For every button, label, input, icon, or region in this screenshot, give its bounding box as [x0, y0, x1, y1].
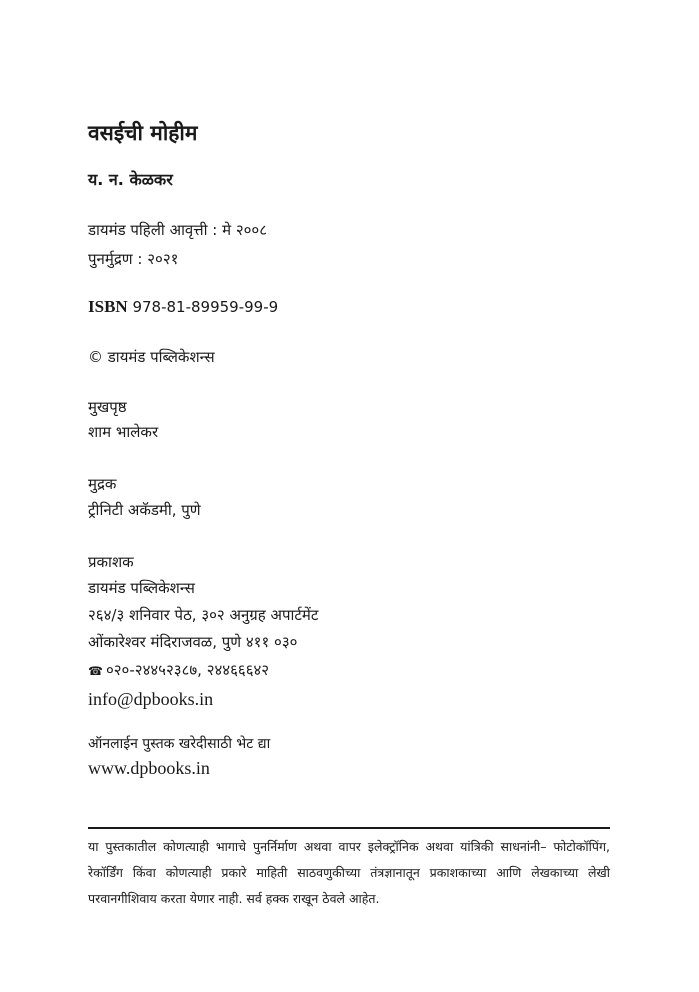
address-line-1: २६४/३ शनिवार पेठ, ३०२ अनुग्रह अपार्टमेंट — [88, 606, 319, 624]
reprint: पुनर्मुद्रण : २०२१ — [88, 250, 179, 268]
author: य. न. केळकर — [88, 170, 173, 189]
address-line-2: ओंकारेश्वर मंदिराजवळ, पुणे ४११ ०३० — [88, 633, 298, 651]
printer: ट्रीनिटी अकॅडमी, पुणे — [88, 501, 201, 519]
isbn-label: ISBN — [88, 297, 128, 316]
online-purchase-label: ऑनलाईन पुस्तक खरेदीसाठी भेट द्या — [88, 736, 271, 752]
copyright-icon: © — [88, 348, 103, 366]
email-link[interactable]: info@dpbooks.in — [88, 689, 214, 709]
isbn-line — [88, 297, 278, 317]
edition: डायमंड पहिली आवृत्ती : मे २००८ — [88, 221, 268, 239]
publisher-name: डायमंड पब्लिकेशन्स — [88, 579, 195, 597]
phone-icon: ☎ — [88, 664, 103, 678]
phone-numbers: ०२०-२४४५२३८७, २४४६६६४२ — [105, 661, 270, 679]
copyright-holder: डायमंड पब्लिकेशन्स — [107, 348, 215, 366]
divider — [88, 827, 610, 829]
cover-artist: शाम भालेकर — [88, 423, 159, 441]
copyright-disclaimer: या पुस्तकातील कोणत्याही भागाचे पुनर्निर्माण अथवा वापर इलेक्ट्रॉनिक अथवा यांत्रिकी साधनांनी– फोटोकॉपिंग, रेकॉर्डिंग किंवा कोणत्याही प्रकारे माहिती साठवणुकीच्या तंत्रज्ञानातून प्रकाशकाच्या आणि लेखकाच्या लेखी परवानगीशिवाय करता येणार नाही. सर्व हक्क राखून ठेवले आहेत. — [88, 839, 610, 906]
phone-line — [88, 660, 269, 681]
book-title: वसईची मोहीम — [88, 121, 198, 145]
cover-label: मुखपृष्ठ — [88, 398, 127, 416]
printer-label: मुद्रक — [88, 475, 117, 493]
publisher-label: प्रकाशक — [88, 553, 134, 571]
isbn-number: 978-81-89959-99-9 — [132, 298, 279, 316]
website-link[interactable]: www.dpbooks.in — [88, 758, 210, 778]
copyright-line — [88, 347, 215, 367]
